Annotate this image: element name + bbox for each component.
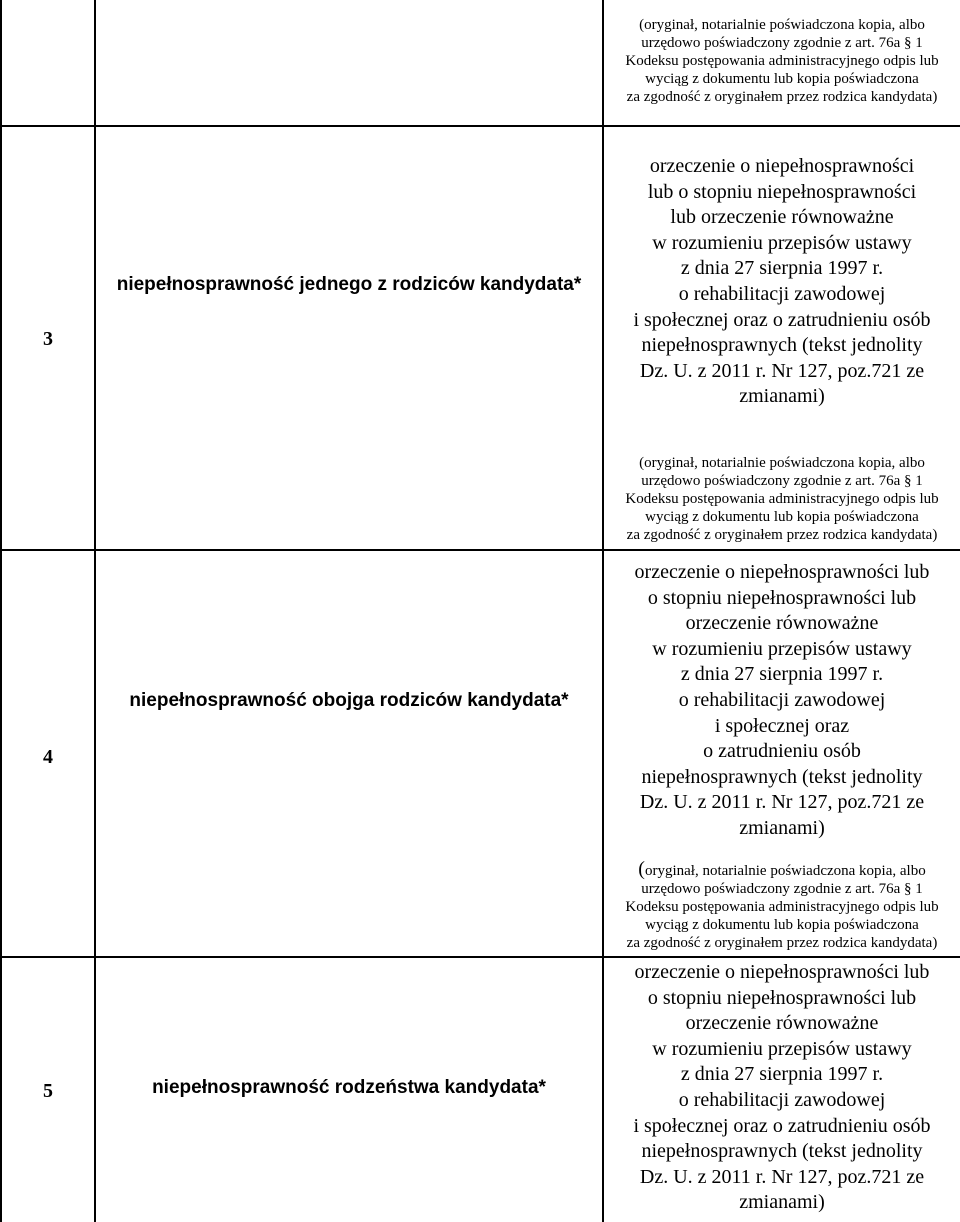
column-divider-number <box>94 0 96 1222</box>
criterion-label: niepełnosprawność rodzeństwa kandydata* <box>152 1077 546 1098</box>
row-number: 3 <box>43 328 53 350</box>
row-number: 5 <box>43 1080 53 1102</box>
document-cell <box>604 154 960 410</box>
document-note: (oryginał, notarialnie poświadczona kopia, albo urzędowo poświadczony zgodnie z art. 76a § 1 Kodeksu postępowania administracyjnego odpis lub wyciąg z dokumentu lub kopia poświadczona za zgodność z oryginałem przez rodzica kandydata) <box>625 17 939 105</box>
document-note-cell <box>604 454 960 544</box>
row-divider-top <box>0 125 960 127</box>
note-text: oryginał, notarialnie poświadczona kopia, albo urzędowo poświadczony zgodnie z art. 76a § 1 Kodeksu postępowania administracyjnego odpis lub wyciąg z dokumentu lub kopia poświadczona za zgodność z oryginałem przez rodzica kandydata) <box>625 863 939 951</box>
criterion-label: niepełnosprawność obojga rodziców kandydata* <box>129 690 569 711</box>
top-row-note <box>604 16 960 106</box>
table-border-left <box>0 0 2 1222</box>
document-requirement: orzeczenie o niepełnosprawności lub o stopniu niepełnosprawności lub orzeczenie równoważne w rozumieniu przepisów ustawy z dnia 27 sierpnia 1997 r. o rehabilitacji zawodowej i społecznej oraz o zatrudnieniu osób niepełnosprawnych (tekst jednolity Dz. U. z 2011 r. Nr 127, poz.721 ze zmianami) <box>634 561 930 839</box>
criterion-label: niepełnosprawność jednego z rodziców kandydata* <box>116 274 582 295</box>
document-note: (oryginał, notarialnie poświadczona kopia, albo urzędowo poświadczony zgodnie z art. 76a § 1 Kodeksu postępowania administracyjnego odpis lub wyciąg z dokumentu lub kopia poświadczona za zgodność z oryginałem przez rodzica kandydata) <box>625 455 939 543</box>
document-requirement: orzeczenie o niepełnosprawności lub o stopniu niepełnosprawności lub orzeczenie równoważne w rozumieniu przepisów ustawy z dnia 27 sierpnia 1997 r. o rehabilitacji zawodowej i społecznej oraz o zatrudnieniu osób niepełnosprawnych (tekst jednolity Dz. U. z 2011 r. Nr 127, poz.721 ze zmianami) <box>633 155 931 408</box>
document-requirement: orzeczenie o niepełnosprawności lub o stopniu niepełnosprawności lub orzeczenie równoważne w rozumieniu przepisów ustawy z dnia 27 sierpnia 1997 r. o rehabilitacji zawodowej i społecznej oraz o zatrudnieniu osób niepełnosprawnych (tekst jednolity Dz. U. z 2011 r. Nr 127, poz.721 ze zmianami) <box>633 961 931 1214</box>
note-open-paren: ( <box>638 858 645 880</box>
document-cell <box>604 960 960 1216</box>
document-note-cell <box>604 860 960 952</box>
row-divider-4-5 <box>0 956 960 958</box>
document-note <box>604 860 960 952</box>
document-cell <box>604 560 960 842</box>
row-divider-3-4 <box>0 549 960 551</box>
row-number: 4 <box>43 746 53 768</box>
